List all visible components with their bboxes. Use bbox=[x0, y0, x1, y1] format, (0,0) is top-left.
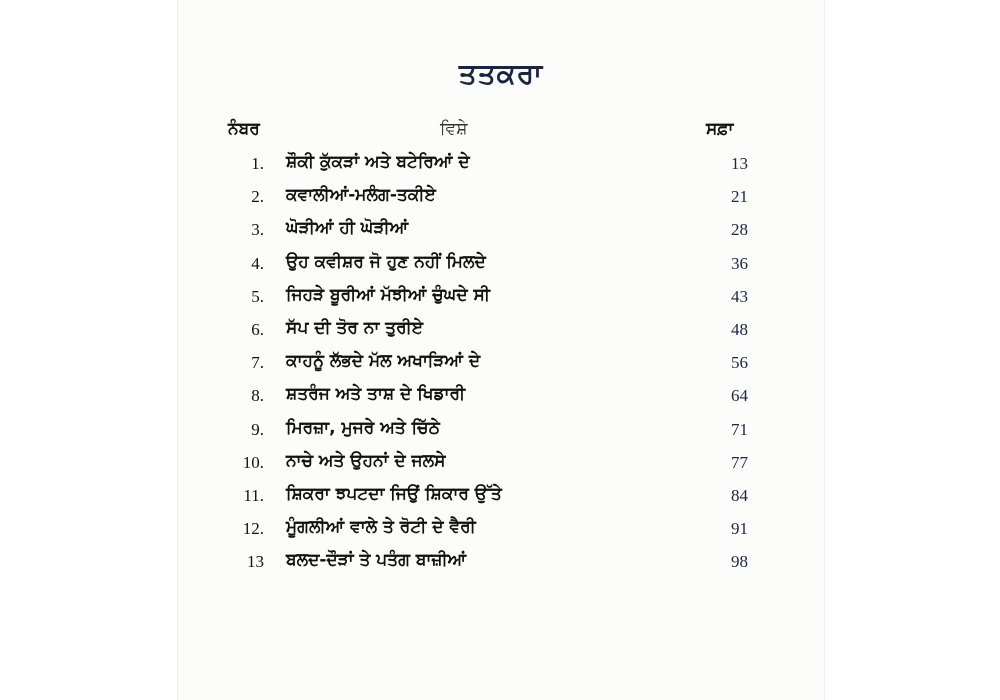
list-item bbox=[178, 216, 824, 249]
entry-subject: ਨਾਚੇ ਅਤੇ ਉਹਨਾਂ ਦੇ ਜਲਸੇ bbox=[286, 450, 446, 471]
entry-subject: ਕਵਾਲੀਆਂ-ਮਲੰਗ-ਤਕੀਏ bbox=[286, 185, 436, 206]
entry-subject: ਮਿਰਜ਼ਾ, ਮੁਜਰੇ ਅਤੇ ਚਿੱਠੇ bbox=[286, 417, 440, 438]
entry-number: 4. bbox=[251, 253, 264, 273]
entry-page: 98 bbox=[731, 552, 748, 572]
contents-list bbox=[178, 150, 824, 581]
list-item bbox=[178, 382, 824, 415]
list-item bbox=[178, 183, 824, 216]
entry-number: 7. bbox=[251, 353, 264, 373]
list-item bbox=[178, 250, 824, 283]
entry-number: 11. bbox=[243, 485, 264, 505]
entry-number: 13 bbox=[247, 552, 264, 572]
list-item bbox=[178, 416, 824, 449]
entry-subject: ਕਾਹਨੂੰ ਲੱਭਦੇ ਮੱਲ ਅਖਾੜਿਆਂ ਦੇ bbox=[286, 351, 481, 372]
list-item bbox=[178, 548, 824, 581]
entry-page: 43 bbox=[731, 286, 748, 306]
header-page: ਸਫ਼ਾ bbox=[706, 119, 734, 139]
entry-number: 5. bbox=[251, 286, 264, 306]
entry-subject: ਸ਼ਤਰੰਜ ਅਤੇ ਤਾਸ਼ ਦੇ ਖਿਡਾਰੀ bbox=[286, 384, 466, 405]
list-item bbox=[178, 349, 824, 382]
list-item bbox=[178, 150, 824, 183]
book-page bbox=[177, 0, 825, 700]
entry-subject: ਉਹ ਕਵੀਸ਼ਰ ਜੋ ਹੁਣ ਨਹੀਂ ਮਿਲਦੇ bbox=[286, 251, 486, 272]
entry-number: 12. bbox=[242, 519, 264, 539]
entry-page: 13 bbox=[731, 154, 748, 173]
entry-page: 64 bbox=[731, 386, 748, 406]
entry-number: 10. bbox=[242, 452, 264, 472]
list-item bbox=[178, 515, 824, 548]
entry-number: 3. bbox=[251, 220, 264, 240]
list-item bbox=[178, 449, 824, 482]
entry-subject: ਜਿਹੜੇ ਬੂਰੀਆਂ ਮੱਝੀਆਂ ਚੁੰਘਦੇ ਸੀ bbox=[286, 284, 490, 305]
entry-number: 2. bbox=[251, 187, 264, 207]
entry-subject: ਸ਼ਿਕਰਾ ਝਪਟਦਾ ਜਿਉਂ ਸ਼ਿਕਾਰ ਉੱਤੇ bbox=[286, 483, 502, 504]
list-item bbox=[178, 316, 824, 349]
entry-subject: ਮੂੰਗਲੀਆਂ ਵਾਲੇ ਤੇ ਰੋਟੀ ਦੇ ਵੈਰੀ bbox=[286, 517, 476, 538]
entry-subject: ਘੋੜੀਆਂ ਹੀ ਘੋੜੀਆਂ bbox=[286, 218, 409, 239]
entry-page: 36 bbox=[731, 253, 748, 273]
list-item bbox=[178, 283, 824, 316]
entry-number: 8. bbox=[251, 386, 264, 406]
entry-page: 28 bbox=[731, 220, 748, 240]
entry-page: 21 bbox=[731, 187, 748, 207]
entry-subject: ਸ਼ੌਕੀ ਕੁੱਕੜਾਂ ਅਤੇ ਬਟੇਰਿਆਂ ਦੇ bbox=[286, 152, 470, 172]
list-item bbox=[178, 482, 824, 515]
entry-page: 48 bbox=[731, 319, 748, 339]
entry-page: 91 bbox=[731, 519, 748, 539]
entry-number: 6. bbox=[251, 319, 264, 339]
entry-number: 1. bbox=[251, 154, 264, 173]
page-title: ਤਤਕਰਾ bbox=[458, 57, 544, 90]
entry-subject: ਬਲਦ-ਦੌੜਾਂ ਤੇ ਪਤੰਗ ਬਾਜ਼ੀਆਂ bbox=[286, 550, 467, 571]
entry-page: 84 bbox=[731, 485, 748, 505]
entry-number: 9. bbox=[251, 419, 264, 439]
entry-subject: ਸੱਪ ਦੀ ਤੋਰ ਨਾ ਤੁਰੀਏ bbox=[286, 317, 424, 338]
header-number: ਨੰਬਰ bbox=[228, 119, 260, 139]
entry-page: 56 bbox=[731, 353, 748, 373]
header-subject: ਵਿਸ਼ੇ bbox=[440, 119, 468, 139]
entry-page: 71 bbox=[731, 419, 748, 439]
entry-page: 77 bbox=[731, 452, 748, 472]
